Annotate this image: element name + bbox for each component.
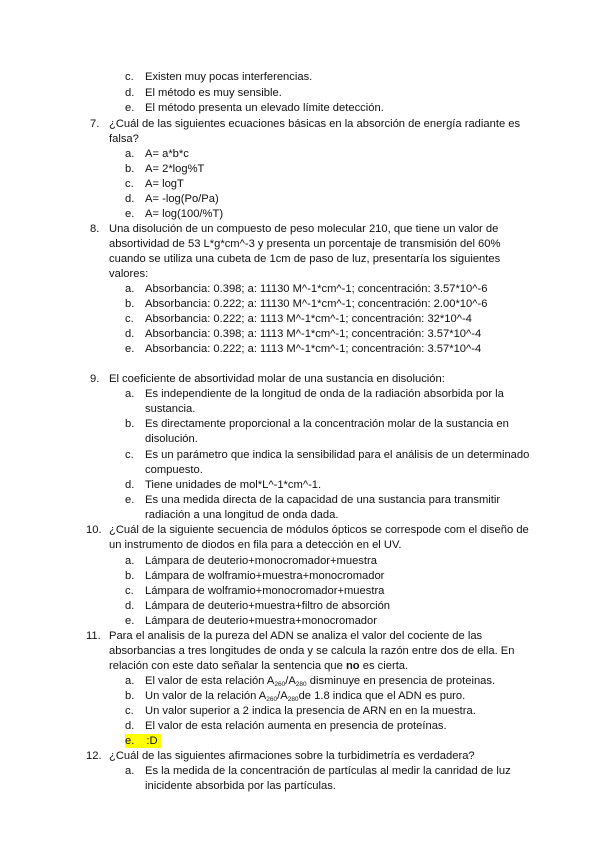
- q11-text-line1: Para el analisis de la pureza del ADN se analiza el valor del cociente de las: [109, 630, 483, 642]
- q10-number: 10.: [86, 524, 102, 536]
- q11-option-d: El valor de esta relación aumenta en presencia de proteínas.: [145, 720, 447, 732]
- q9-option-c-line1: Es un parámetro que indica la sensibilidad para el análisis de un determinado: [145, 449, 530, 461]
- q7-option-d: A= -log(Po/Pa): [145, 193, 219, 205]
- q9-option-b-line2: disolución.: [145, 433, 198, 445]
- q6-option-d: El método es muy sensible.: [145, 87, 282, 99]
- q7-text-line1: ¿Cuál de las siguientes ecuaciones básicas en la absorción de energía radiante es: [109, 118, 521, 130]
- q8-option-b: Absorbancia: 0.222; a: 11130 M^-1*cm^-1; concentración: 2.00*10^-6: [145, 298, 488, 310]
- q11-number: 11.: [86, 630, 101, 642]
- q9-option-c-line2: compuesto.: [145, 464, 203, 476]
- q9-option-e-line1: Es una medida directa de la capacidad de una sustancia para transmitir: [145, 494, 501, 506]
- q10-option-d: Lámpara de deuterio+muestra+filtro de absorción: [145, 600, 391, 612]
- q6-option-d-letter: d.: [125, 87, 135, 99]
- q11-option-b-letter: b.: [125, 690, 135, 702]
- q10-option-b: Lámpara de wolframio+muestra+monocromador: [145, 570, 385, 582]
- q9-text: El coeficiente de absortividad molar de una sustancia en disolución:: [109, 373, 445, 385]
- q8-option-a-letter: a.: [125, 283, 135, 295]
- q7-option-d-letter: d.: [125, 193, 135, 205]
- q10-option-d-letter: d.: [125, 600, 135, 612]
- q8-text-line1: Una disolución de un compuesto de peso molecular 210, que tiene un valor de: [109, 223, 499, 235]
- q8-text-line4: valores:: [109, 268, 149, 280]
- q12-option-a-line1: Es la medida de la concentración de partículas al medir la canridad de luz: [145, 765, 511, 777]
- q10-option-c: Lámpara de wolframio+monocromador+muestra: [145, 585, 385, 597]
- q8-option-a: Absorbancia: 0.398; a: 11130 M^-1*cm^-1; concentración: 3.57*10^-6: [145, 283, 488, 295]
- q11-emphasis-no: no: [345, 660, 360, 672]
- q6-option-e-letter: e.: [125, 102, 135, 114]
- q10-option-a-letter: a.: [125, 555, 135, 567]
- q12-number: 12.: [86, 750, 102, 762]
- q10-option-e: Lámpara de deuterio+muestra+monocromador: [145, 615, 377, 627]
- q7-option-a: A= a*b*c: [145, 148, 189, 160]
- q8-text-line3: cuando se utiliza una cubeta de 1cm de paso de luz, presentaría los siguientes: [109, 253, 501, 265]
- q11-text-line3: relación con este dato señalar la sentencia que no es cierta.: [109, 660, 409, 672]
- q12-option-a-line2: inicidente absorbida por las partículas.: [145, 780, 336, 792]
- q11-option-e-letter: e.: [125, 735, 135, 747]
- q9-option-a-line1: Es independiente de la longitud de onda de la radiación absorbida por la: [145, 388, 504, 400]
- q7-option-e: A= log(100/%T): [145, 208, 224, 220]
- q11-option-d-letter: d.: [125, 720, 135, 732]
- q10-option-b-letter: b.: [125, 570, 135, 582]
- q8-option-d: Absorbancia: 0.398; a: 1113 M^-1*cm^-1; concentración: 3.57*10^-4: [145, 328, 482, 340]
- q8-option-c-letter: c.: [125, 313, 134, 325]
- q7-option-c: A= logT: [145, 178, 184, 190]
- q9-option-e-line2: radiación a una longitud de onda dada.: [145, 509, 339, 521]
- q6-option-c-letter: c.: [125, 71, 134, 83]
- q11-option-e-highlighted: [125, 734, 161, 748]
- q10-text-line1: ¿Cuál de la siguiente secuencia de módulos ópticos se correspode com el diseño de: [109, 524, 529, 536]
- q9-option-c-letter: c.: [125, 449, 134, 461]
- q11-option-c: Un valor superior a 2 indica la presencia de ARN en en la muestra.: [145, 705, 476, 717]
- q9-option-b-line1: Es directamente proporcional a la concentración molar de la sustancia en: [145, 418, 509, 430]
- q11-option-c-letter: c.: [125, 705, 134, 717]
- q6-option-e: El método presenta un elevado límite detección.: [145, 102, 384, 114]
- q11-option-a-letter: a.: [125, 675, 135, 687]
- q9-option-e-letter: e.: [125, 494, 135, 506]
- q8-option-e-letter: e.: [125, 343, 135, 355]
- q8-option-e: Absorbancia: 0.222; a: 1113 M^-1*cm^-1; concentración: 3.57*10^-4: [145, 343, 482, 355]
- q11-option-a: El valor de esta relación $A_{260}/A_{280}$ disminuye en presencia de proteinas.: [145, 675, 496, 688]
- q7-number: 7.: [90, 118, 100, 130]
- q9-number: 9.: [90, 373, 100, 385]
- q10-option-c-letter: c.: [125, 585, 134, 597]
- q8-text-line2: absortividad de 53 L*g*cm^-3 y presenta un porcentaje de transmisión del 60%: [109, 238, 501, 250]
- q7-option-b-letter: b.: [125, 163, 135, 175]
- q7-option-e-letter: e.: [125, 208, 135, 220]
- q10-text-line2: un instrumento de diodos en fila para a detección en el UV.: [109, 539, 402, 551]
- q9-option-d: Tiene unidades de mol*L^-1*cm^-1.: [145, 479, 322, 491]
- q12-option-a-letter: a.: [125, 765, 135, 777]
- q8-option-b-letter: b.: [125, 298, 135, 310]
- q11-text-line2: absorbancias a tres longitudes de onda y se calcula la razón entre dos de ella. En: [109, 645, 515, 657]
- q8-number: 8.: [90, 223, 100, 235]
- q9-option-a-letter: a.: [125, 388, 135, 400]
- q10-option-e-letter: e.: [125, 615, 135, 627]
- q12-text: ¿Cuál de las siguientes afirmaciones sobre la turbidimetría es verdadera?: [109, 750, 475, 762]
- q6-option-c: Existen muy pocas interferencias.: [145, 71, 313, 83]
- q7-option-c-letter: c.: [125, 178, 134, 190]
- q10-option-a: Lámpara de deuterio+monocromador+muestra: [145, 555, 377, 567]
- q11-option-b: Un valor de la relación $A_{260}/A_{280}de$ 1.8 indica que el ADN es puro.: [145, 690, 466, 703]
- q7-option-a-letter: a.: [125, 148, 135, 160]
- q9-option-b-letter: b.: [125, 418, 135, 430]
- q9-option-a-line2: sustancia.: [145, 403, 196, 415]
- q11-option-e: :D: [146, 735, 158, 747]
- q8-option-d-letter: d.: [125, 328, 135, 340]
- q7-option-b: A= 2*log%T: [145, 163, 205, 175]
- q8-option-c: Absorbancia: 0.222; a: 1113 M^-1*cm^-1; concentración: 32*10^-4: [145, 313, 472, 325]
- q9-option-d-letter: d.: [125, 479, 135, 491]
- q7-text-line2: falsa?: [109, 133, 139, 145]
